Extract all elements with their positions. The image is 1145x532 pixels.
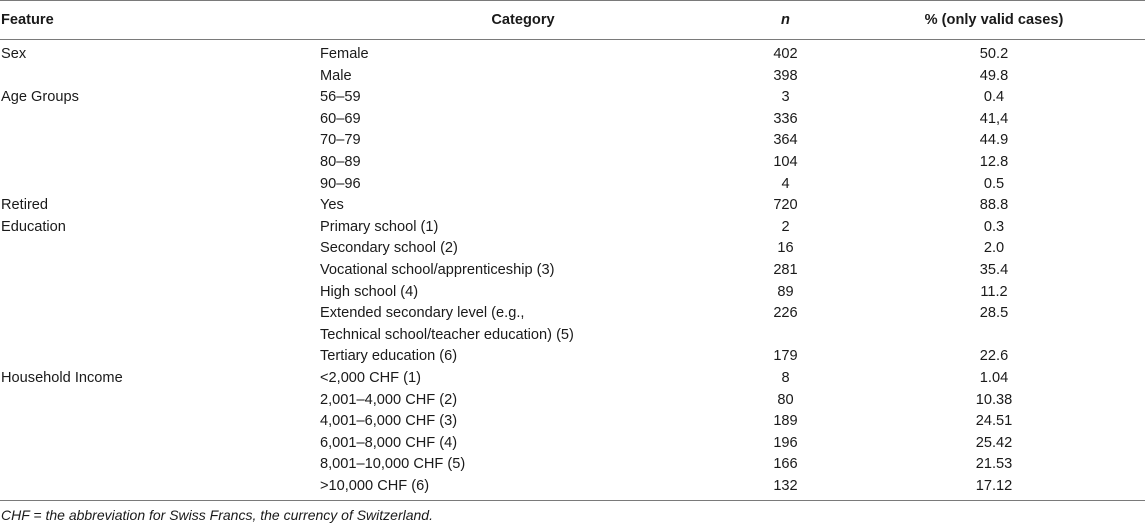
percent-cell [843, 325, 1145, 347]
table-row [0, 303, 1145, 325]
feature-cell [0, 152, 318, 174]
percent-cell: 12.8 [979, 153, 1009, 170]
category-cell: 6,001–8,000 CHF (4) [320, 434, 458, 451]
table-header [0, 1, 1145, 40]
n-cell: 16 [777, 240, 794, 257]
percent-cell: 2.0 [983, 240, 1005, 257]
header-feature: Feature [0, 1, 318, 40]
table-row [0, 433, 1145, 455]
percent-cell: 11.2 [980, 283, 1008, 300]
n-cell: 8 [781, 369, 790, 386]
feature-cell: Household Income [1, 369, 123, 386]
percent-cell: 49.8 [979, 67, 1009, 84]
category-cell: 56–59 [320, 89, 361, 106]
category-cell: Extended secondary level (e.g., [320, 305, 525, 322]
feature-cell [0, 476, 318, 501]
n-cell: 226 [773, 305, 798, 322]
table-row [0, 152, 1145, 174]
feature-cell: Education [1, 218, 66, 235]
category-cell: Yes [320, 197, 344, 214]
feature-cell [0, 260, 318, 282]
percent-cell: 50.2 [979, 46, 1009, 62]
feature-cell [0, 109, 318, 131]
n-cell: 720 [773, 197, 798, 214]
n-cell: 189 [773, 413, 798, 430]
percent-cell: 0.4 [983, 89, 1005, 106]
table-row [0, 109, 1145, 131]
percent-cell: 35.4 [979, 261, 1009, 278]
n-cell: 2 [781, 218, 790, 235]
header-category: Category [318, 1, 728, 40]
n-cell: 402 [773, 46, 798, 62]
n-cell: 398 [773, 67, 798, 84]
header-row [0, 1, 1145, 40]
category-cell: Primary school (1) [320, 218, 439, 235]
feature-cell [0, 66, 318, 88]
percent-cell: 1.04 [979, 369, 1009, 386]
feature-cell [0, 411, 318, 433]
table-row [0, 454, 1145, 476]
percent-cell: 44.9 [979, 132, 1009, 149]
n-cell: 89 [777, 283, 794, 300]
percent-cell: 0.5 [983, 175, 1005, 192]
feature-cell [0, 390, 318, 412]
category-cell: 70–79 [320, 132, 361, 149]
category-cell: Vocational school/apprenticeship (3) [320, 261, 555, 278]
percent-cell: 41,4 [979, 110, 1009, 127]
percent-cell: 0.3 [983, 218, 1005, 235]
table-footnote: CHF = the abbreviation for Swiss Francs, the currency of Switzerland. [1, 507, 433, 524]
n-cell: 132 [728, 476, 843, 501]
percent-cell: 25.42 [975, 434, 1013, 451]
category-cell: High school (4) [320, 283, 419, 300]
header-n: n [728, 1, 843, 40]
table-row [0, 476, 1145, 501]
table-row [0, 87, 1145, 109]
n-cell: 336 [773, 110, 798, 127]
table-row [0, 282, 1145, 304]
n-cell: 364 [773, 132, 798, 149]
table-row [0, 411, 1145, 433]
table-row [0, 66, 1145, 88]
table-row [0, 40, 1145, 66]
feature-cell [0, 433, 318, 455]
feature-cell [0, 303, 318, 325]
category-cell: <2,000 CHF (1) [320, 369, 421, 386]
category-cell: Secondary school (2) [320, 240, 458, 257]
category-cell: Female [320, 46, 369, 62]
category-cell: 90–96 [320, 175, 361, 192]
percent-cell: 21.53 [975, 456, 1013, 473]
feature-cell [0, 238, 318, 260]
table-row [0, 368, 1145, 390]
n-cell: 166 [773, 456, 798, 473]
feature-cell: Sex [1, 46, 27, 62]
percent-cell: 28.5 [979, 305, 1009, 322]
table-row [0, 130, 1145, 152]
feature-cell [0, 282, 318, 304]
table-row [0, 195, 1145, 217]
n-cell: 80 [777, 391, 794, 408]
feature-cell [0, 346, 318, 368]
percent-cell: 24.51 [975, 413, 1013, 430]
n-cell: 104 [773, 153, 798, 170]
category-cell: 2,001–4,000 CHF (2) [320, 391, 458, 408]
table-row [0, 260, 1145, 282]
percent-cell: 22.6 [979, 348, 1009, 365]
percent-cell: 88.8 [979, 197, 1009, 214]
n-cell: 196 [773, 434, 798, 451]
category-cell: 60–69 [320, 110, 361, 127]
feature-cell [0, 454, 318, 476]
percent-cell: 10.38 [975, 391, 1013, 408]
table-row [0, 325, 1145, 347]
n-cell: 4 [781, 175, 790, 192]
category-cell: >10,000 CHF (6) [318, 476, 728, 501]
category-cell: Male [320, 67, 352, 84]
category-cell: 8,001–10,000 CHF (5) [320, 456, 466, 473]
n-cell [728, 325, 843, 347]
category-cell: Tertiary education (6) [320, 348, 458, 365]
category-cell: 4,001–6,000 CHF (3) [320, 413, 458, 430]
table-body [0, 40, 1145, 501]
table-row [0, 174, 1145, 196]
feature-cell [0, 130, 318, 152]
table-row [0, 346, 1145, 368]
feature-cell: Retired [1, 197, 49, 214]
category-cell: Technical school/teacher education) (5) [320, 326, 574, 343]
feature-cell: Age Groups [1, 89, 79, 106]
n-cell: 3 [781, 89, 790, 106]
table-row [0, 238, 1145, 260]
table-row [0, 217, 1145, 239]
percent-cell: 17.12 [843, 476, 1145, 501]
feature-cell [0, 325, 318, 347]
table-row [0, 390, 1145, 412]
feature-cell [0, 174, 318, 196]
n-cell: 179 [773, 348, 798, 365]
header-percent: % (only valid cases) [843, 1, 1145, 40]
n-cell: 281 [773, 261, 798, 278]
category-cell: 80–89 [320, 153, 361, 170]
